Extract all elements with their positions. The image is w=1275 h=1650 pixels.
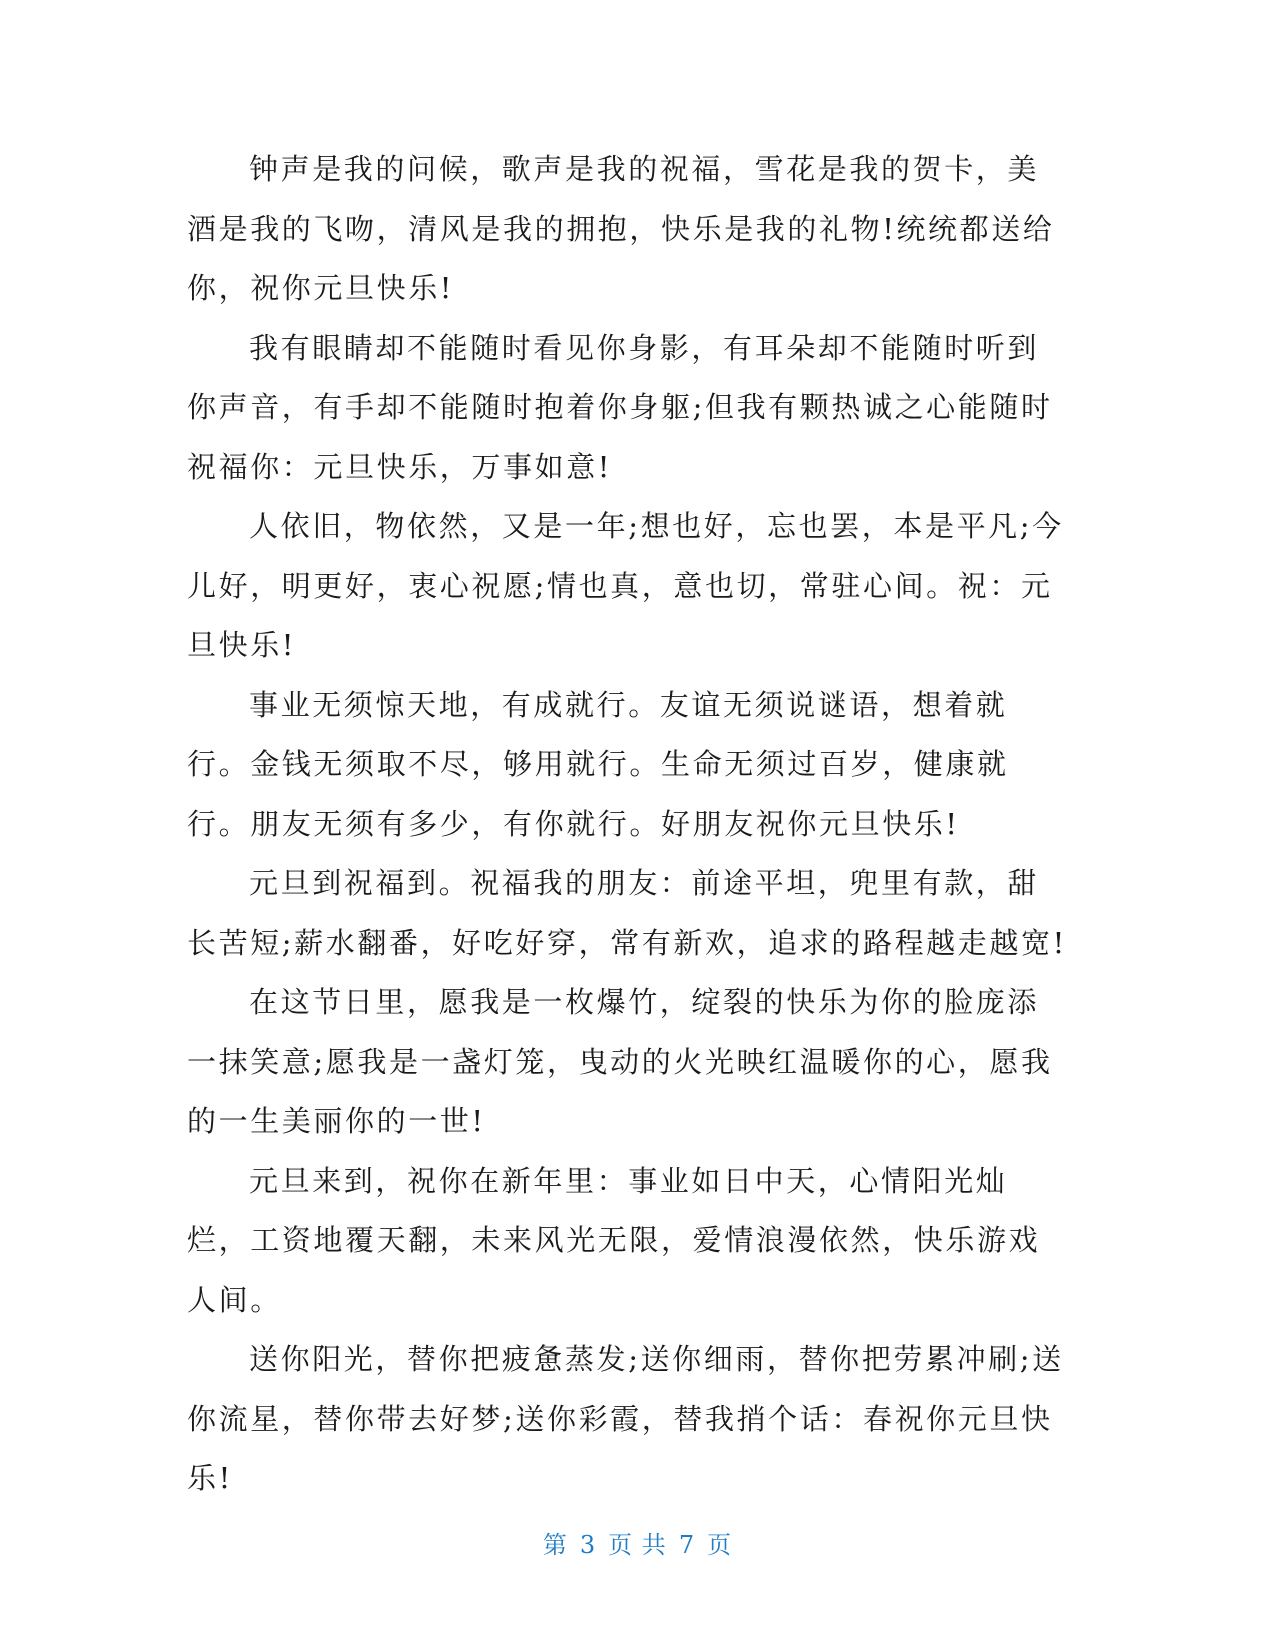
footer-suffix: 页 <box>707 1531 733 1559</box>
paragraph-6: 在这节日里，愿我是一枚爆竹，绽裂的快乐为你的脸庞添一抹笑意;愿我是一盏灯笼，曳动的火光映红温暖你的心，愿我的一生美丽你的一世! <box>187 985 1053 1138</box>
footer-prefix: 第 <box>542 1531 568 1559</box>
paragraph-5: 元旦到祝福到。祝福我的朋友：前途平坦，兜里有款，甜长苦短;薪水翻番，好吃好穿，常有新欢，追求的路程越走越宽! <box>187 866 1067 960</box>
paragraph-7: 元旦来到，祝你在新年里：事业如日中天，心情阳光灿烂，工资地覆天翻，未来风光无限，爱情浪漫依然，快乐游戏人间。 <box>187 1163 1041 1317</box>
paragraph-3: 人依旧，物依然，又是一年;想也好，忘也罢，本是平凡;今儿好，明更好，衷心祝愿;情也真，意也切，常驻心间。祝：元旦快乐! <box>187 509 1064 662</box>
footer-middle: 页 共 <box>608 1531 667 1559</box>
footer-page-number: 3 <box>579 1531 597 1559</box>
paragraph-2: 我有眼睛却不能随时看见你身影，有耳朵却不能随时听到你声音，有手却不能随时抱着你身躯;但我有颗热诚之心能随时祝福你：元旦快乐，万事如意! <box>187 330 1053 484</box>
paragraph-1: 钟声是我的问候，歌声是我的祝福，雪花是我的贺卡，美酒是我的飞吻，清风是我的拥抱，快乐是我的礼物!统统都送给你，祝你元旦快乐! <box>187 152 1055 305</box>
paragraph-4: 事业无须惊天地，有成就行。友谊无须说谜语，想着就行。金钱无须取不尽，够用就行。生命无须过百岁，健康就行。朋友无须有多少，有你就行。好朋友祝你元旦快乐! <box>187 687 1009 841</box>
document-body <box>187 140 1067 1509</box>
page-footer <box>0 1525 1275 1560</box>
footer-total-pages: 7 <box>678 1531 696 1559</box>
paragraph-8: 送你阳光，替你把疲惫蒸发;送你细雨，替你把劳累冲刷;送你流星，替你带去好梦;送你彩霞，替我捎个话：春祝你元旦快乐! <box>187 1342 1064 1495</box>
